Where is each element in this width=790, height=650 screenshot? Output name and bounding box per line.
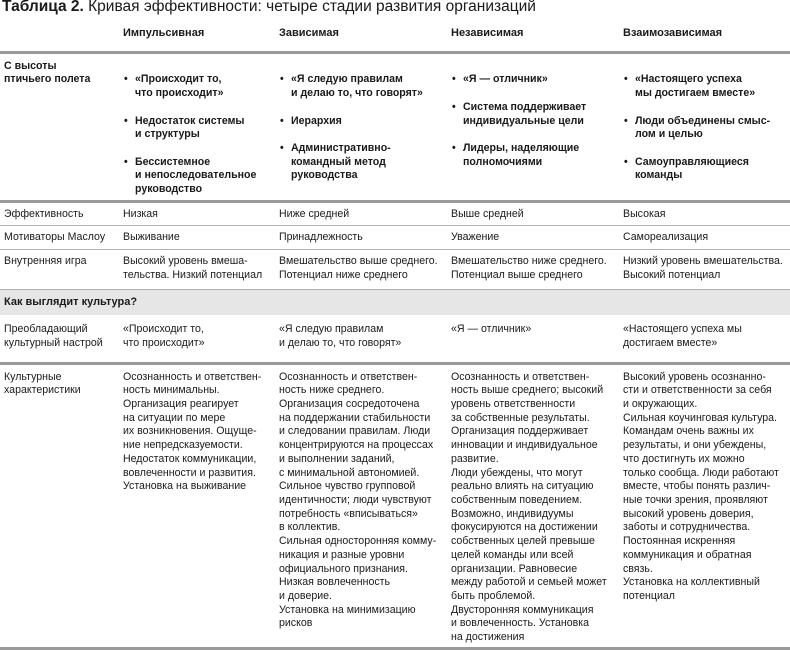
list-item: • «Я — отличник»	[451, 73, 615, 87]
table-title	[2, 0, 536, 16]
list-item: • Лидеры, наделяющие полномочиями	[451, 142, 615, 169]
header-dependent: Зависимая	[279, 27, 339, 39]
table-row	[0, 363, 790, 648]
row-label: С высоты птичьего полета	[4, 59, 91, 86]
table-cell	[275, 52, 447, 201]
table-cell: «Настоящего успеха мы достигаем вместе»	[623, 323, 742, 349]
header-independent: Независимая	[451, 27, 524, 39]
table-row	[0, 315, 790, 363]
table-row	[0, 201, 790, 226]
list-item: • «Я следую правилам и делаю то, что говорят»	[279, 73, 443, 100]
list-item: • Система поддерживает индивидуальные цели	[451, 101, 615, 128]
bullet-list	[279, 60, 443, 183]
table-cell: Осознанность и ответствен- ность ниже среднего. Организация сосредоточена на поддержании стабильности и следовании правилам. Люди концентрируются на процессах и выполнении заданий, с минимальной автономией. Сильное чувство групповой идентичности; люди чувствуют потребность «вписываться» в коллектив. Сильная односторонняя комму- никация и разные уровни официального признания. Низкая вовлеченность и доверие. Установка на минимизацию рисков	[279, 370, 437, 630]
table-row	[0, 52, 790, 201]
list-item: • «Происходит то, что происходит»	[123, 73, 271, 100]
stages-table	[0, 20, 790, 650]
bullet-list	[623, 60, 786, 183]
row-label: Преобладающий культурный настрой	[4, 323, 103, 349]
table-cell: Низкий уровень вмешательства. Высокий потенциал	[623, 255, 783, 281]
table-cell: «Я следую правилам и делаю то, что говорят»	[279, 323, 402, 349]
list-item: • Самоуправляющиеся команды	[623, 156, 786, 183]
header-interdependent: Взаимозависимая	[623, 27, 723, 39]
list-item: • Люди объединены смыс- лом и целью	[623, 115, 786, 142]
table-cell: Осознанность и ответствен- ность минимальны. Организация реагирует на ситуации по мере их возникновения. Ощуще- ние непредсказуемости. Недостаток коммуникации, вовлеченности и развития. Установка на выживание	[123, 370, 262, 493]
table-cell: Высокий уровень вмеша- тельства. Низкий потенциал	[123, 255, 263, 281]
table-cell	[619, 52, 790, 201]
table-cell: Выживание	[123, 231, 180, 244]
table-cell: Осознанность и ответствен- ность выше среднего; высокий уровень ответственности за собственные результаты. Организация поддерживает инновации и индивидуальное развитие. Люди убеждены, что могут реально влиять на ситуацию собственным поведением. Возможно, индивидуумы фокусируются на достижении собственных целей превыше целей команды или всей организации. Равновесие между работой и семьей может быть проблемой. Двусторонняя коммуникация и вовлеченность. Установка на достижения	[451, 370, 607, 644]
table-cell: Вмешательство выше среднего. Потенциал ниже среднего	[279, 255, 438, 281]
header-impulsive: Импульсивная	[123, 27, 205, 39]
table-cell: Вмешательство ниже среднего. Потенциал выше среднего	[451, 255, 607, 281]
table-cell: Высокий уровень осознанно- сти и ответственности за себя и окружающих. Сильная коучинговая культура. Командам очень важны их результаты, и они убеждены, что достигнуть их можно только сообща. Люди работают вместе, чтобы понять различ- ные точки зрения, проявляют высокий уровень доверия, заботы и сотрудничества. Постоянная искренняя коммуникация и обратная связь. Установка на коллективный потенциал	[623, 370, 779, 602]
table-cell: Самореализация	[623, 231, 709, 244]
list-item: • Иерархия	[279, 115, 443, 129]
header-row	[0, 20, 790, 52]
table-row	[0, 250, 790, 289]
bullet-list	[451, 60, 615, 170]
table-cell	[119, 52, 275, 201]
table-number: Таблица 2.	[2, 0, 84, 15]
table-cell: «Происходит то, что происходит»	[123, 323, 205, 349]
list-item: • «Настоящего успеха мы достигаем вместе»	[623, 73, 786, 100]
row-label: Культурные характеристики	[4, 370, 81, 397]
table-cell: Уважение	[451, 231, 500, 244]
table-cell: Высокая	[623, 207, 666, 220]
table-cell: Выше средней	[451, 207, 524, 220]
list-item: • Недостаток системы и структуры	[123, 115, 271, 142]
section-title: Как выглядит культура?	[0, 289, 790, 315]
bullet-list	[123, 60, 271, 197]
table-cell: Ниже средней	[279, 207, 350, 220]
section-header-row	[0, 289, 790, 315]
table-row	[0, 226, 790, 250]
row-label: Внутренняя игра	[4, 255, 87, 268]
list-item: • Административно- командный метод руководства	[279, 142, 443, 183]
list-item: • Бессистемное и непоследовательное руководство	[123, 156, 271, 197]
row-label: Эффективность	[4, 207, 84, 220]
table-caption: Кривая эффективности: четыре стадии развития организаций	[88, 0, 536, 15]
row-label: Мотиваторы Маслоу	[4, 231, 106, 244]
table-cell	[447, 52, 619, 201]
header-empty	[0, 20, 119, 52]
table-cell: Низкая	[123, 207, 158, 220]
table-cell: «Я — отличник»	[451, 323, 532, 336]
table-cell: Принадлежность	[279, 231, 363, 244]
